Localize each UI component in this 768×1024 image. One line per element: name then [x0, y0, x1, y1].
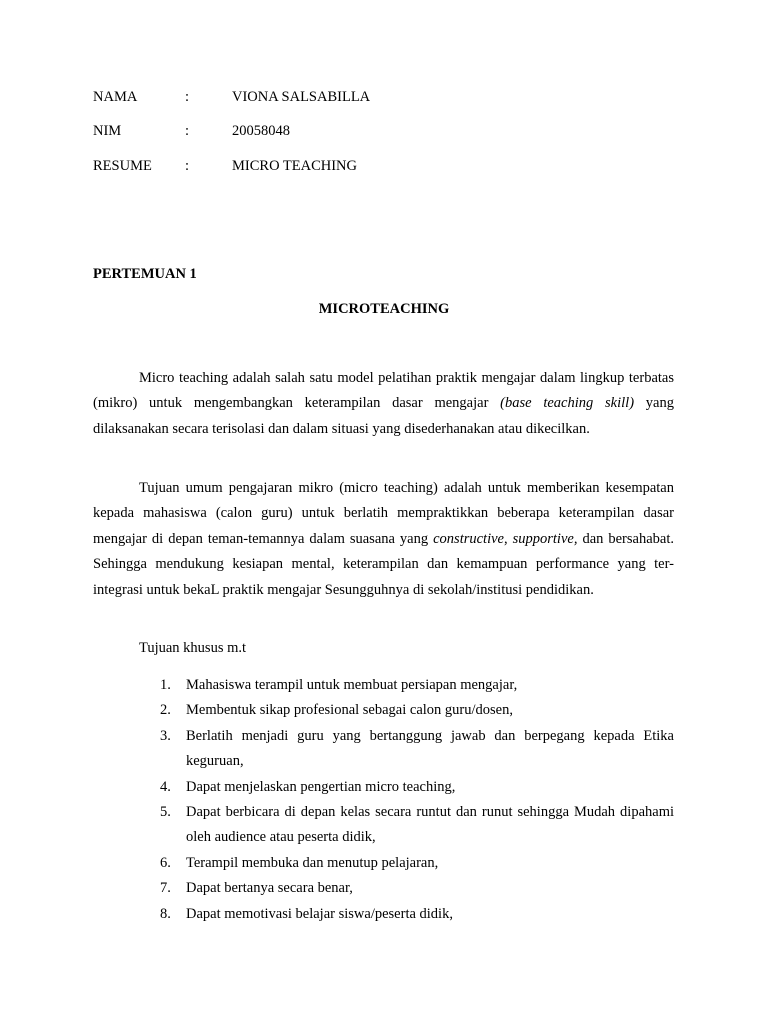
paragraph-text: Micro teaching adalah salah satu model pelatihan praktik mengajar dalam lingkup terbatas (mikro) untuk mengembangkan keterampilan dasar mengajar [93, 370, 674, 412]
list-item [160, 775, 674, 800]
paragraph-general-goal [93, 476, 674, 603]
paragraph-text: dan bersahabat. Sehingga mendukung kesiapan mental, keterampilan dan kemampuan performance yang ter-integrasi untuk bekaL praktik mengajar Sesungguhnya di sekolah/institusi pendidikan. [93, 530, 674, 598]
paragraph-text: yang dilaksanakan secara terisolasi dan dalam situasi yang disederhanakan atau dikecilkan. [93, 395, 674, 437]
list-item-text: Berlatih menjadi guru yang bertanggung jawab dan berpegang kepada Etika keguruan, [186, 727, 674, 770]
list-number: 2. [160, 702, 171, 719]
list-number: 7. [160, 880, 171, 897]
list-item-text: Dapat bertanya secara benar, [186, 880, 353, 897]
paragraph-text: Tujuan umum pengajaran mikro (micro teaching) adalah untuk memberikan kesempatan kepada mahasiswa (calon guru) untuk berlatih mempraktikkan beberapa keterampilan dasar mengajar di depan teman-temannya dalam suasana yang [93, 480, 674, 547]
list-item [160, 902, 674, 927]
paragraph-italic-text: (base teaching skill) [500, 395, 635, 412]
list-number: 1. [160, 677, 171, 693]
list-number: 6. [160, 854, 171, 871]
header-value: VIONA SALSABILLA [232, 89, 371, 105]
list-item-text: Dapat berbicara di depan kelas secara runtut dan runut sehingga Mudah dipahami oleh audience atau peserta didik, [186, 804, 674, 846]
header-value: MICRO TEACHING [232, 158, 357, 174]
subheading-specific-goals: Tujuan khusus m.t [139, 640, 247, 656]
header-value: 20058048 [232, 123, 290, 139]
meeting-heading: PERTEMUAN 1 [93, 266, 197, 282]
header-separator: : [185, 89, 190, 105]
header-separator: : [185, 158, 190, 174]
list-number: 8. [160, 905, 171, 922]
list-number: 4. [160, 778, 171, 795]
list-item [160, 724, 674, 775]
list-item-text: Dapat memotivasi belajar siswa/peserta didik, [186, 905, 453, 922]
list-item-text: Terampil membuka dan menutup pelajaran, [186, 854, 439, 871]
header-label: RESUME [93, 158, 152, 174]
list-item [160, 851, 674, 876]
paragraph-italic-text: supportive, [512, 530, 578, 547]
list-item [160, 698, 674, 723]
paragraph-text: , [503, 530, 513, 547]
paragraph-definition [93, 366, 674, 442]
header-label: NAMA [93, 89, 138, 105]
list-number: 5. [160, 804, 171, 821]
page-title: MICROTEACHING [318, 301, 450, 317]
list-item [160, 673, 674, 698]
paragraph-italic-text: constructive [433, 530, 504, 547]
header-separator: : [185, 123, 190, 139]
list-number: 3. [160, 727, 171, 744]
header-label: NIM [93, 123, 122, 139]
specific-goals-list [160, 673, 674, 927]
list-item-text: Dapat menjelaskan pengertian micro teaching, [186, 778, 456, 795]
list-item-text: Membentuk sikap profesional sebagai calon guru/dosen, [186, 702, 513, 719]
list-item-text: Mahasiswa terampil untuk membuat persiapan mengajar, [186, 677, 518, 693]
list-item [160, 800, 674, 851]
list-item [160, 876, 674, 901]
